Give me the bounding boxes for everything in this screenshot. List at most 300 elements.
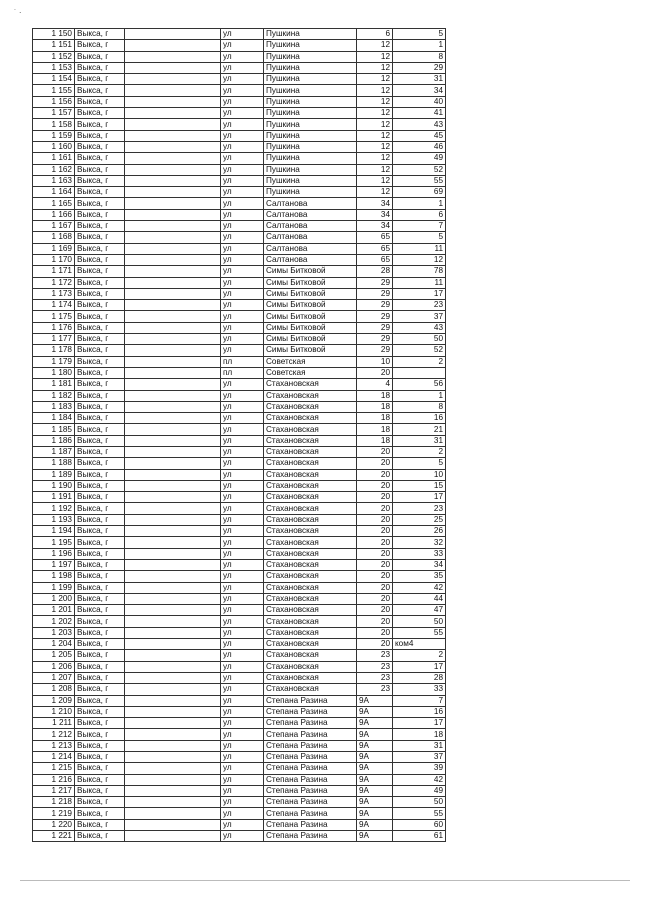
house-cell: 29 [357,277,393,288]
table-row [33,616,446,627]
flat-cell: 1 [393,390,446,401]
row-number: 1 157 [33,108,75,119]
house-cell: 12 [357,96,393,107]
street-name-cell: Степана Разина [264,831,357,842]
row-number: 1 153 [33,62,75,73]
city-cell: Выкса, г [75,537,125,548]
street-name-cell: Стахановская [264,458,357,469]
house-cell: 9А [357,797,393,808]
row-number: 1 179 [33,356,75,367]
flat-cell: 37 [393,752,446,763]
blank-cell [125,266,221,277]
row-number: 1 188 [33,458,75,469]
row-number: 1 207 [33,672,75,683]
flat-cell: 26 [393,526,446,537]
house-cell: 20 [357,514,393,525]
table-row [33,740,446,751]
row-number: 1 166 [33,209,75,220]
table-row [33,62,446,73]
table-row [33,232,446,243]
street-type-cell: ул [221,605,264,616]
blank-cell [125,209,221,220]
blank-cell [125,390,221,401]
street-name-cell: Стахановская [264,582,357,593]
city-cell: Выкса, г [75,639,125,650]
street-name-cell: Симы Битковой [264,277,357,288]
flat-cell: 5 [393,458,446,469]
house-cell: 12 [357,187,393,198]
house-cell: 9А [357,763,393,774]
blank-cell [125,458,221,469]
flat-cell: 21 [393,424,446,435]
city-cell: Выкса, г [75,74,125,85]
table-row [33,322,446,333]
scan-mark: ˙ · [14,8,22,17]
street-type-cell: ул [221,141,264,152]
street-name-cell: Стахановская [264,672,357,683]
table-row [33,164,446,175]
house-cell: 20 [357,492,393,503]
street-name-cell: Пушкина [264,141,357,152]
blank-cell [125,108,221,119]
flat-cell: 1 [393,198,446,209]
street-type-cell: ул [221,40,264,51]
blank-cell [125,254,221,265]
city-cell: Выкса, г [75,130,125,141]
street-type-cell: ул [221,661,264,672]
house-cell: 65 [357,243,393,254]
table-row [33,254,446,265]
street-name-cell: Салтанова [264,232,357,243]
table-row [33,209,446,220]
table-row [33,130,446,141]
house-cell: 18 [357,401,393,412]
table-row [33,672,446,683]
city-cell: Выкса, г [75,605,125,616]
flat-cell: 1 [393,40,446,51]
table-row [33,40,446,51]
street-name-cell: Стахановская [264,446,357,457]
city-cell: Выкса, г [75,108,125,119]
city-cell: Выкса, г [75,435,125,446]
street-name-cell: Степана Разина [264,706,357,717]
street-type-cell: пл [221,356,264,367]
flat-cell: 2 [393,650,446,661]
row-number: 1 193 [33,514,75,525]
house-cell: 20 [357,458,393,469]
flat-cell: 43 [393,322,446,333]
house-cell: 20 [357,616,393,627]
city-cell: Выкса, г [75,458,125,469]
row-number: 1 151 [33,40,75,51]
flat-cell: 17 [393,288,446,299]
city-cell: Выкса, г [75,175,125,186]
street-name-cell: Пушкина [264,51,357,62]
city-cell: Выкса, г [75,763,125,774]
flat-cell: 55 [393,627,446,638]
flat-cell: 45 [393,130,446,141]
flat-cell: 23 [393,503,446,514]
table-row [33,119,446,130]
house-cell: 23 [357,650,393,661]
blank-cell [125,119,221,130]
street-name-cell: Стахановская [264,413,357,424]
blank-cell [125,367,221,378]
house-cell: 34 [357,209,393,220]
blank-cell [125,413,221,424]
street-name-cell: Пушкина [264,164,357,175]
table-row [33,548,446,559]
flat-cell: 43 [393,119,446,130]
street-type-cell: ул [221,785,264,796]
street-type-cell: ул [221,401,264,412]
flat-cell: 6 [393,209,446,220]
street-type-cell: ул [221,684,264,695]
row-number: 1 191 [33,492,75,503]
blank-cell [125,379,221,390]
street-type-cell: пл [221,367,264,378]
table-row [33,752,446,763]
table-row [33,424,446,435]
table-row [33,605,446,616]
flat-cell: 40 [393,96,446,107]
table-row [33,175,446,186]
blank-cell [125,616,221,627]
street-name-cell: Симы Битковой [264,345,357,356]
row-number: 1 164 [33,187,75,198]
street-type-cell: ул [221,797,264,808]
flat-cell: 34 [393,85,446,96]
street-name-cell: Стахановская [264,469,357,480]
city-cell: Выкса, г [75,650,125,661]
street-name-cell: Стахановская [264,480,357,491]
street-type-cell: ул [221,695,264,706]
blank-cell [125,401,221,412]
flat-cell: 50 [393,334,446,345]
blank-cell [125,424,221,435]
table-row [33,334,446,345]
table-row [33,435,446,446]
blank-cell [125,175,221,186]
street-name-cell: Стахановская [264,605,357,616]
house-cell: 20 [357,639,393,650]
house-cell: 12 [357,108,393,119]
row-number: 1 167 [33,221,75,232]
house-cell: 12 [357,62,393,73]
city-cell: Выкса, г [75,582,125,593]
street-name-cell: Степана Разина [264,695,357,706]
street-type-cell: ул [221,593,264,604]
city-cell: Выкса, г [75,345,125,356]
flat-cell: 37 [393,311,446,322]
table-row [33,627,446,638]
house-cell: 9А [357,774,393,785]
row-number: 1 185 [33,424,75,435]
flat-cell: 12 [393,254,446,265]
house-cell: 18 [357,435,393,446]
row-number: 1 202 [33,616,75,627]
street-name-cell: Пушкина [264,187,357,198]
street-name-cell: Салтанова [264,198,357,209]
street-type-cell: ул [221,130,264,141]
house-cell: 20 [357,548,393,559]
blank-cell [125,288,221,299]
table-row [33,51,446,62]
house-cell: 34 [357,221,393,232]
row-number: 1 181 [33,379,75,390]
street-name-cell: Стахановская [264,379,357,390]
table-row [33,639,446,650]
street-type-cell: ул [221,209,264,220]
row-number: 1 160 [33,141,75,152]
street-type-cell: ул [221,514,264,525]
row-number: 1 203 [33,627,75,638]
house-cell: 20 [357,582,393,593]
blank-cell [125,277,221,288]
city-cell: Выкса, г [75,119,125,130]
row-number: 1 189 [33,469,75,480]
street-name-cell: Симы Битковой [264,311,357,322]
table-row [33,413,446,424]
flat-cell: 55 [393,808,446,819]
city-cell: Выкса, г [75,424,125,435]
street-type-cell: ул [221,300,264,311]
house-cell: 28 [357,266,393,277]
house-cell: 4 [357,379,393,390]
house-cell: 20 [357,627,393,638]
house-cell: 20 [357,537,393,548]
blank-cell [125,695,221,706]
street-name-cell: Стахановская [264,616,357,627]
row-number: 1 206 [33,661,75,672]
flat-cell: 56 [393,379,446,390]
street-type-cell: ул [221,526,264,537]
street-type-cell: ул [221,96,264,107]
street-type-cell: ул [221,774,264,785]
street-type-cell: ул [221,334,264,345]
flat-cell: 50 [393,797,446,808]
table-row [33,221,446,232]
city-cell: Выкса, г [75,514,125,525]
street-name-cell: Салтанова [264,243,357,254]
table-row [33,390,446,401]
street-type-cell: ул [221,582,264,593]
table-row [33,367,446,378]
street-name-cell: Стахановская [264,401,357,412]
blank-cell [125,593,221,604]
street-type-cell: ул [221,288,264,299]
flat-cell [393,367,446,378]
house-cell: 9А [357,740,393,751]
flat-cell: 33 [393,548,446,559]
table-row [33,706,446,717]
city-cell: Выкса, г [75,277,125,288]
street-type-cell: ул [221,164,264,175]
row-number: 1 215 [33,763,75,774]
street-name-cell: Стахановская [264,639,357,650]
street-name-cell: Пушкина [264,153,357,164]
blank-cell [125,582,221,593]
row-number: 1 168 [33,232,75,243]
house-cell: 23 [357,672,393,683]
row-number: 1 173 [33,288,75,299]
blank-cell [125,503,221,514]
city-cell: Выкса, г [75,706,125,717]
flat-cell: 42 [393,774,446,785]
house-cell: 20 [357,593,393,604]
street-type-cell: ул [221,627,264,638]
house-cell: 9А [357,819,393,830]
city-cell: Выкса, г [75,356,125,367]
city-cell: Выкса, г [75,616,125,627]
city-cell: Выкса, г [75,785,125,796]
table-row [33,356,446,367]
blank-cell [125,446,221,457]
flat-cell: 78 [393,266,446,277]
flat-cell: 16 [393,413,446,424]
row-number: 1 200 [33,593,75,604]
blank-cell [125,85,221,96]
street-name-cell: Советская [264,356,357,367]
blank-cell [125,774,221,785]
street-type-cell: ул [221,480,264,491]
street-name-cell: Пушкина [264,119,357,130]
table-row [33,469,446,480]
city-cell: Выкса, г [75,85,125,96]
house-cell: 20 [357,469,393,480]
city-cell: Выкса, г [75,831,125,842]
flat-cell: 5 [393,232,446,243]
row-number: 1 219 [33,808,75,819]
row-number: 1 192 [33,503,75,514]
house-cell: 12 [357,74,393,85]
street-type-cell: ул [221,559,264,570]
street-name-cell: Салтанова [264,221,357,232]
street-name-cell: Стахановская [264,537,357,548]
city-cell: Выкса, г [75,480,125,491]
flat-cell: 5 [393,29,446,40]
flat-cell: 47 [393,605,446,616]
street-type-cell: ул [221,266,264,277]
table-row [33,480,446,491]
row-number: 1 201 [33,605,75,616]
flat-cell: 11 [393,277,446,288]
table-row [33,401,446,412]
row-number: 1 177 [33,334,75,345]
flat-cell: 41 [393,108,446,119]
city-cell: Выкса, г [75,311,125,322]
row-number: 1 172 [33,277,75,288]
city-cell: Выкса, г [75,62,125,73]
row-number: 1 162 [33,164,75,175]
house-cell: 23 [357,661,393,672]
blank-cell [125,808,221,819]
street-type-cell: ул [221,469,264,480]
street-name-cell: Степана Разина [264,740,357,751]
blank-cell [125,819,221,830]
table-row [33,661,446,672]
city-cell: Выкса, г [75,627,125,638]
street-type-cell: ул [221,413,264,424]
flat-cell: 39 [393,763,446,774]
blank-cell [125,763,221,774]
blank-cell [125,706,221,717]
table-row [33,108,446,119]
row-number: 1 187 [33,446,75,457]
blank-cell [125,514,221,525]
table-row [33,300,446,311]
blank-cell [125,627,221,638]
table-row [33,141,446,152]
street-name-cell: Стахановская [264,684,357,695]
row-number: 1 161 [33,153,75,164]
blank-cell [125,785,221,796]
house-cell: 29 [357,288,393,299]
flat-cell: 17 [393,492,446,503]
street-name-cell: Стахановская [264,492,357,503]
street-type-cell: ул [221,571,264,582]
row-number: 1 155 [33,85,75,96]
city-cell: Выкса, г [75,684,125,695]
row-number: 1 194 [33,526,75,537]
row-number: 1 204 [33,639,75,650]
flat-cell: 29 [393,62,446,73]
blank-cell [125,96,221,107]
city-cell: Выкса, г [75,446,125,457]
flat-cell: 17 [393,718,446,729]
street-name-cell: Симы Битковой [264,334,357,345]
street-name-cell: Стахановская [264,593,357,604]
city-cell: Выкса, г [75,164,125,175]
street-type-cell: ул [221,424,264,435]
table-row [33,650,446,661]
flat-cell: 31 [393,740,446,751]
flat-cell: 8 [393,51,446,62]
street-type-cell: ул [221,345,264,356]
street-name-cell: Пушкина [264,108,357,119]
street-name-cell: Стахановская [264,559,357,570]
street-name-cell: Симы Битковой [264,322,357,333]
city-cell: Выкса, г [75,322,125,333]
street-name-cell: Стахановская [264,571,357,582]
blank-cell [125,684,221,695]
street-name-cell: Пушкина [264,85,357,96]
blank-cell [125,469,221,480]
table-row [33,774,446,785]
street-type-cell: ул [221,153,264,164]
flat-cell: 31 [393,74,446,85]
city-cell: Выкса, г [75,390,125,401]
house-cell: 12 [357,141,393,152]
row-number: 1 165 [33,198,75,209]
street-type-cell: ул [221,379,264,390]
row-number: 1 184 [33,413,75,424]
flat-cell: 7 [393,221,446,232]
street-type-cell: ул [221,537,264,548]
house-cell: 12 [357,153,393,164]
street-name-cell: Стахановская [264,435,357,446]
house-cell: 18 [357,390,393,401]
city-cell: Выкса, г [75,740,125,751]
house-cell: 29 [357,345,393,356]
street-type-cell: ул [221,616,264,627]
city-cell: Выкса, г [75,153,125,164]
table-row [33,797,446,808]
street-name-cell: Пушкина [264,96,357,107]
table-row [33,537,446,548]
city-cell: Выкса, г [75,141,125,152]
row-number: 1 220 [33,819,75,830]
